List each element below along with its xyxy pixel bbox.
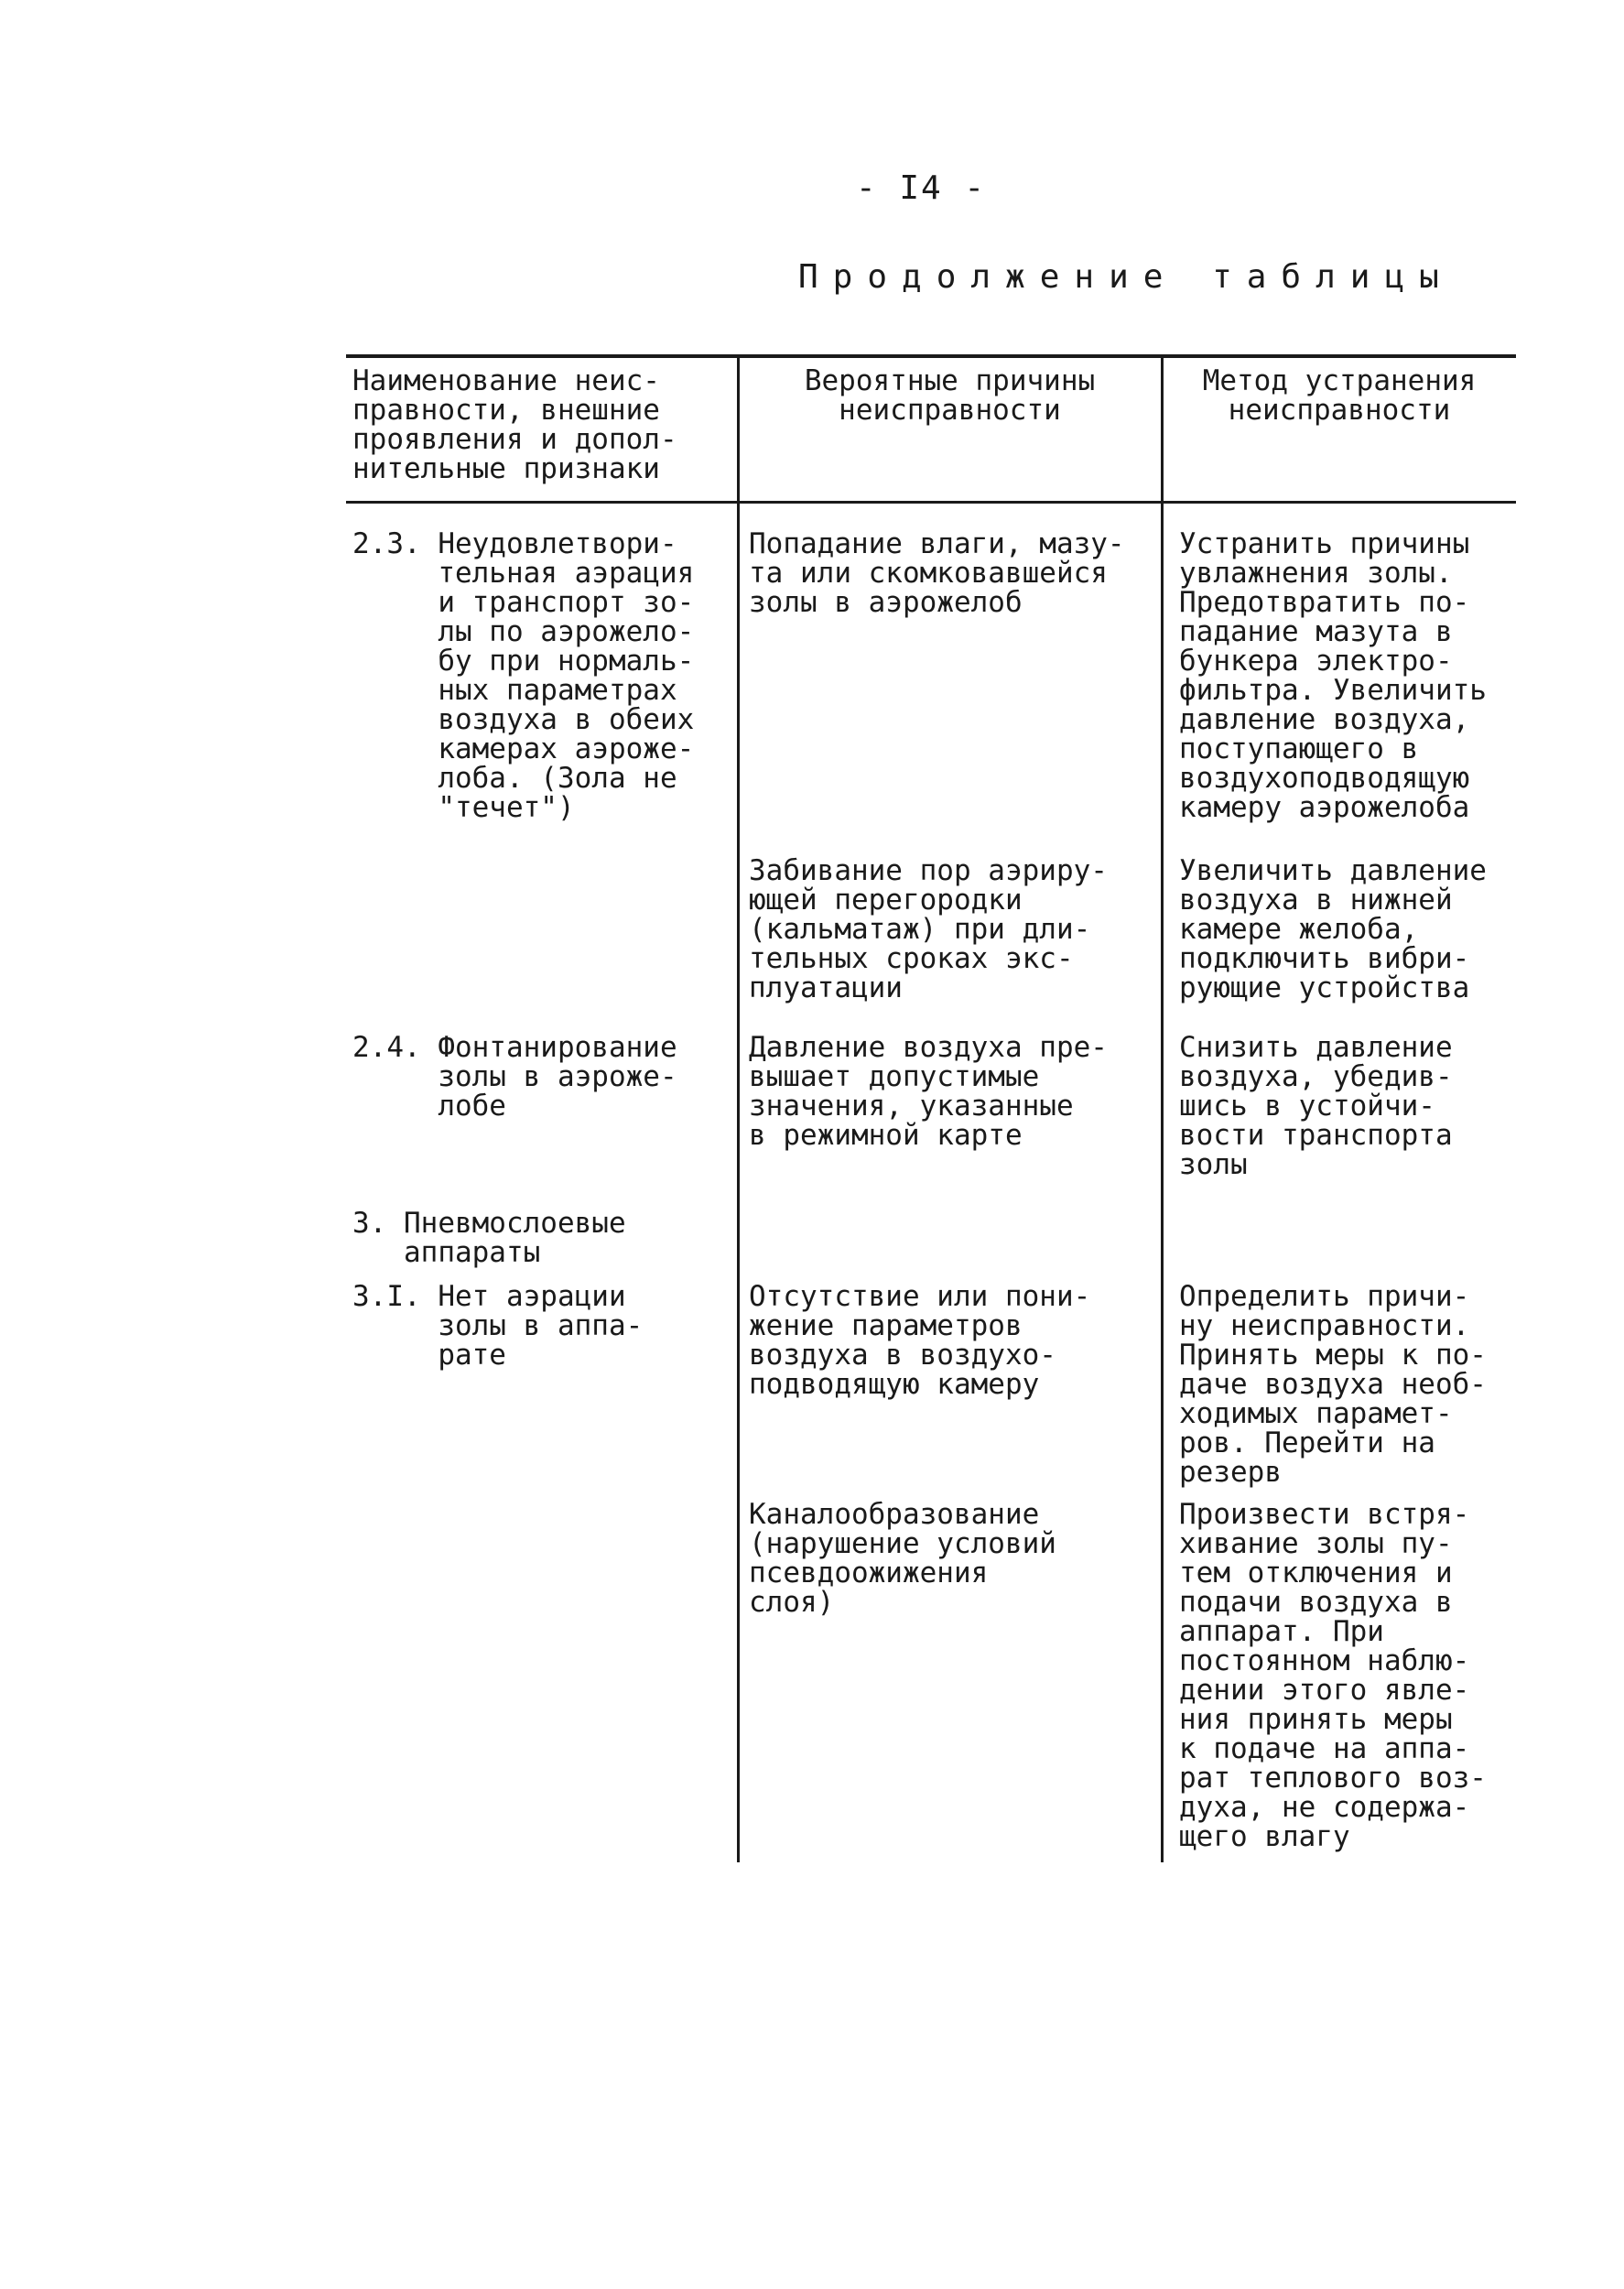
fault-2-4: 2.4. Фонтанирование золы в аэроже- лобе (352, 1031, 677, 1123)
cause-3-1-a: Отсутствие или пони- жение параметров воздуха в воздухо- подводящую камеру (749, 1280, 1091, 1401)
remedy-2-3-a: Устранить причины увлажнения золы. Предотвратить по- падание мазута в бункера электро- фильтра. Увеличить давление воздуха, поступающего в воздухоподводящую камеру аэрожелоба (1179, 527, 1487, 824)
section-3-heading: 3. Пневмослоевые аппараты (352, 1207, 626, 1269)
header-fault-name: Наименование неис- правности, внешние проявления и допол- нительные признаки (352, 364, 677, 485)
cause-2-4: Давление воздуха пре- вышает допустимые значения, указанные в режимной карте (749, 1031, 1108, 1152)
fault-3-1: 3.I. Нет аэрации золы в аппа- рате (352, 1280, 644, 1372)
table-top-rule (346, 354, 1516, 358)
remedy-2-4: Снизить давление воздуха, убедив- шись в устойчи- вости транспорта золы (1179, 1031, 1453, 1181)
cause-2-3-b: Забивание пор аэриру- ющей перегородки (кальматаж) при дли- тельных сроках экс- плуатации (749, 854, 1108, 1004)
cause-2-3-a: Попадание влаги, мазу- та или скомковавшейся золы в аэрожелоб (749, 527, 1125, 619)
column-divider-1 (737, 354, 740, 1862)
remedy-2-3-b: Увеличить давление воздуха в нижней камере желоба, подключить вибри- рующие устройства (1179, 854, 1487, 1004)
cause-3-1-b: Каналообразование (нарушение условий псевдоожижения слоя) (749, 1498, 1056, 1619)
header-remedy-method: Метод устранения неисправности (1202, 364, 1477, 427)
remedy-3-1-a: Определить причи- ну неисправности. Принять меры к по- даче воздуха необ- ходимых парамет- ров. Перейти на резерв (1179, 1280, 1487, 1489)
header-bottom-rule (346, 501, 1516, 504)
remedy-3-1-b: Произвести встря- хивание золы пу- тем отключения и подачи воздуха в аппарат. При постоянном наблю- дении этого явле- ния принять меры к подаче на аппа- рат теплового воз- духа, не содержа- щего влагу (1179, 1498, 1487, 1853)
page-number: - I4 - (856, 169, 987, 207)
fault-2-3: 2.3. Неудовлетвори- тельная аэрация и транспорт зо- лы по аэрожело- бу при нормаль- ных параметрах воздуха в обеих камерах аэроже- лоба. (Зола не "течет") (352, 527, 695, 824)
continuation-title: Продолжение таблицы (798, 258, 1454, 296)
header-probable-causes: Вероятные причины неисправности (804, 364, 1096, 427)
column-divider-2 (1161, 354, 1164, 1862)
